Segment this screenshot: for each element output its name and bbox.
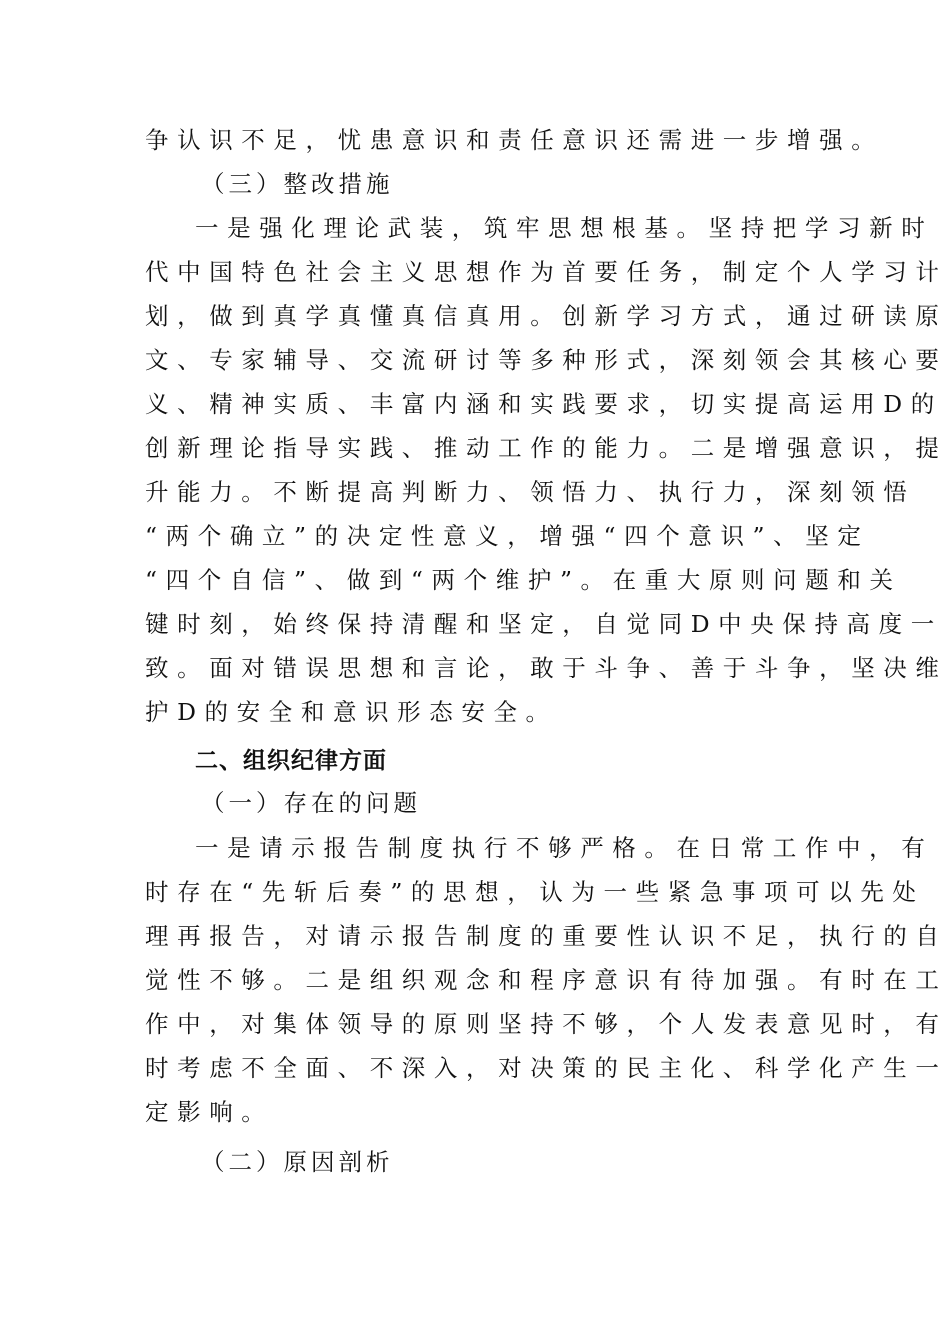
paragraph-line: 争认识不足，忧患意识和责任意识还需进一步增强。 — [145, 126, 884, 154]
paragraph-line: 致。面对错误思想和言论，敢于斗争、善于斗争，坚决维 — [145, 654, 948, 682]
paragraph-line: 作中，对集体领导的原则坚持不够，个人发表意见时，有 — [145, 1010, 948, 1038]
paragraph-line: 升能力。不断提高判断力、领悟力、执行力，深刻领悟 — [145, 478, 916, 506]
subheading-existing-problems: （一）存在的问题 — [201, 789, 421, 817]
paragraph-line: 划，做到真学真懂真信真用。创新学习方式，通过研读原 — [145, 302, 948, 330]
paragraph-line: 觉性不够。二是组织观念和程序意识有待加强。有时在工 — [145, 966, 948, 994]
paragraph-line: 理再报告，对请示报告制度的重要性认识不足，执行的自 — [145, 922, 948, 950]
paragraph-line: 时存在“先斩后奏”的思想，认为一些紧急事项可以先处 — [145, 878, 925, 906]
paragraph-line: 代中国特色社会主义思想作为首要任务，制定个人学习计 — [145, 258, 948, 286]
paragraph-line: 文、专家辅导、交流研讨等多种形式，深刻领会其核心要 — [145, 346, 948, 374]
paragraph-line: “两个确立”的决定性意义，增强“四个意识”、坚定 — [145, 522, 870, 550]
section-heading-organizational-discipline: 二、组织纪律方面 — [195, 748, 387, 774]
text-column — [145, 118, 948, 1184]
paragraph-line: 护D的安全和意识形态安全。 — [145, 698, 558, 726]
paragraph-line: 键时刻，始终保持清醒和坚定，自觉同D中央保持高度一 — [145, 610, 943, 638]
paragraph-line: 创新理论指导实践、推动工作的能力。二是增强意识，提 — [145, 434, 948, 462]
subheading-cause-analysis: （二）原因剖析 — [201, 1148, 394, 1176]
paragraph-line: “四个自信”、做到“两个维护”。在重大原则问题和关 — [145, 566, 902, 594]
paragraph-line: 义、精神实质、丰富内涵和实践要求，切实提高运用D的 — [145, 390, 943, 418]
subheading-rectification-measures: （三）整改措施 — [201, 170, 394, 198]
paragraph-line: 一是请示报告制度执行不够严格。在日常工作中，有 — [195, 834, 934, 862]
paragraph-line: 时考虑不全面、不深入，对决策的民主化、科学化产生一 — [145, 1054, 948, 1082]
paragraph-line: 定影响。 — [145, 1098, 274, 1126]
paragraph-line: 一是强化理论武装，筑牢思想根基。坚持把学习新时 — [195, 214, 934, 242]
